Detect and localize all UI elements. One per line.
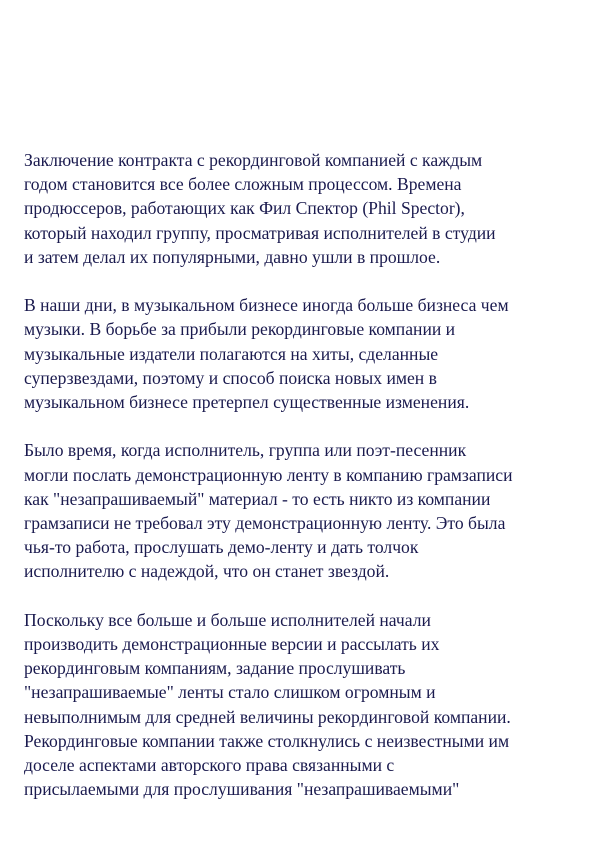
- text-line: Заключение контракта с рекординговой компанией с каждым: [24, 150, 483, 170]
- text-line: могли послать демонстрационную ленту в компанию грамзаписи: [24, 464, 513, 485]
- document-body: [24, 148, 584, 826]
- text-line: годом становится все более сложным процессом. Времена: [24, 174, 462, 195]
- paragraph-1: [24, 148, 584, 269]
- text-line: и затем делал их популярными, давно ушли в прошлое.: [24, 246, 441, 267]
- text-line: исполнителю с надеждой, что он станет звездой.: [24, 561, 390, 582]
- text-line: производить демонстрационные версии и рассылать их: [24, 634, 440, 655]
- text-line: музыкальные издатели полагаются на хиты, сделанные: [24, 343, 439, 364]
- paragraph-2: [24, 293, 584, 414]
- text-line: Было время, когда исполнитель, группа или поэт-песенник: [24, 440, 467, 461]
- text-line: Рекординговые компании также столкнулись с неизвестными им: [24, 730, 510, 751]
- text-line: грамзаписи не требовал эту демонстрационную ленту. Это была: [24, 513, 506, 534]
- text-line: Поскольку все больше и больше исполнителей начали: [24, 609, 431, 630]
- text-line: рекординговым компаниям, задание прослушивать: [24, 658, 406, 679]
- paragraph-3: [24, 438, 584, 583]
- text-line: невыполнимым для средней величины рекординговой компании.: [24, 706, 511, 727]
- paragraph-4: [24, 608, 584, 802]
- text-line: присылаемыми для прослушивания "незапрашиваемыми": [24, 779, 460, 800]
- text-line: суперзвездами, поэтому и способ поиска новых имен в: [24, 367, 437, 388]
- text-line: музыкальном бизнесе претерпел существенные изменения.: [24, 392, 470, 413]
- text-line: продюссеров, работающих как Фил Спектор (Phil Spector),: [24, 198, 465, 219]
- text-line: как "незапрашиваемый" материал - то есть никто из компании: [24, 488, 491, 509]
- text-line: музыки. В борьбе за прибыли рекординговые компании и: [24, 319, 456, 340]
- text-line: чья-то работа, прослушать демо-ленту и дать толчок: [24, 537, 419, 558]
- text-line: "незапрашиваемые" ленты стало слишком огромным и: [24, 682, 436, 703]
- text-line: В наши дни, в музыкальном бизнесе иногда больше бизнеса чем: [24, 295, 509, 316]
- text-line: доселе аспектами авторского права связанными с: [24, 755, 395, 776]
- text-line: который находил группу, просматривая исполнителей в студии: [24, 222, 496, 243]
